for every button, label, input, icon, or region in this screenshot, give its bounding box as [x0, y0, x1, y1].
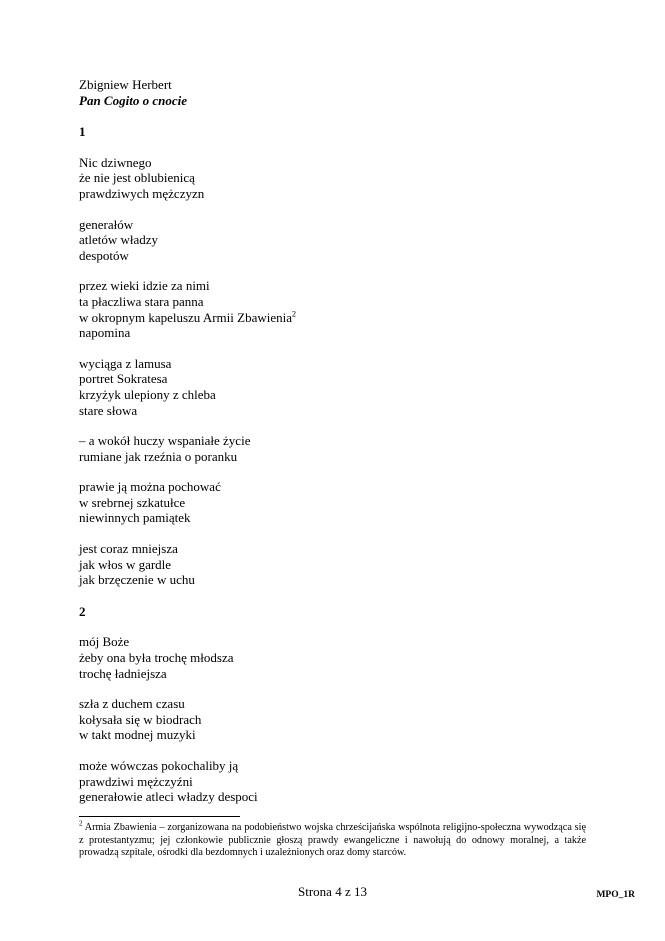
footnote-divider — [79, 816, 240, 817]
stanza — [79, 278, 599, 340]
poem-section-2 — [79, 604, 599, 805]
poem-line: atletów władzy — [79, 232, 159, 248]
poem-line: kołysała się w biodrach — [79, 711, 202, 727]
poem-title: Pan Cogito o cnocie — [79, 92, 187, 108]
poem-line: żeby ona była trochę młodsza — [79, 650, 234, 666]
footnote-marker: 2 — [292, 309, 297, 319]
poem-line: rumiane jak rzeźnia o poranku — [79, 448, 238, 464]
poem-line: wyciąga z lamusa — [79, 355, 172, 371]
footnote-text: Armia Zbawienia – zorganizowana na podobieństwo wojska chrześcijańska wspólnota religijno-społeczna wywodząca się z protestantyzmu; jej członkowie publicznie głoszą prawdy ewangeliczne i nawołują do odnowy moralnej, a także prowadzą szpitale, ośrodki dla bezdomnych i uzależnionych oraz domy starców. — [79, 822, 587, 859]
page-number: Strona 4 z 13 — [298, 884, 367, 899]
poem-line: jest coraz mniejsza — [79, 541, 178, 557]
poem-line: niewinnych pamiątek — [79, 510, 191, 526]
poem-line: prawdziwych mężczyzn — [79, 185, 205, 201]
poem-line: generałów — [79, 216, 134, 232]
poem-line: że nie jest oblubienicą — [79, 170, 195, 186]
poem-line: trochę ładniejsza — [79, 665, 167, 681]
poem-line: jak brzęczenie w uchu — [79, 572, 195, 588]
stanza — [79, 696, 599, 743]
stanza — [79, 541, 599, 588]
poem-line: ta płaczliwa stara panna — [79, 293, 204, 309]
stanza — [79, 433, 599, 464]
poem-line: portret Sokratesa — [79, 371, 168, 387]
poem-line-with-footnote — [79, 310, 599, 326]
poem-line: w takt modnej muzyki — [79, 727, 196, 743]
poem-line: mój Boże — [79, 634, 130, 650]
poem-line: stare słowa — [79, 402, 138, 418]
footnote-number: 2 — [79, 819, 83, 828]
poem-line: napomina — [79, 325, 131, 341]
section-number: 2 — [79, 603, 86, 619]
poem-line: szła z duchem czasu — [79, 696, 185, 712]
section-number: 1 — [79, 124, 86, 140]
stanza — [79, 155, 599, 202]
poem-line: prawie ją można pochować — [79, 479, 221, 495]
poem — [79, 77, 599, 805]
stanza — [79, 217, 599, 264]
stanza — [79, 634, 599, 681]
poem-author: Zbigniew Herbert — [79, 77, 172, 92]
poem-line: prawdziwi mężczyźni — [79, 773, 193, 789]
poem-section-1 — [79, 124, 599, 588]
stanza — [79, 479, 599, 526]
poem-line: generałowie atleci władzy despoci — [79, 789, 258, 805]
poem-line: Nic dziwnego — [79, 154, 152, 170]
footnote — [79, 819, 587, 860]
poem-line-text: w okropnym kapeluszu Armii Zbawienia — [79, 309, 293, 325]
stanza — [79, 356, 599, 418]
poem-line: despotów — [79, 247, 129, 263]
stanza — [79, 758, 599, 805]
poem-line: krzyżyk ulepiony z chleba — [79, 386, 216, 402]
exam-code: MPO_1R — [596, 890, 635, 900]
poem-line: w srebrnej szkatułce — [79, 494, 186, 510]
poem-line: – a wokół huczy wspaniałe życie — [79, 433, 251, 449]
poem-line: może wówczas pokochaliby ją — [79, 758, 239, 773]
poem-line: jak włos w gardle — [79, 556, 172, 572]
poem-line: przez wieki idzie za nimi — [79, 278, 210, 294]
